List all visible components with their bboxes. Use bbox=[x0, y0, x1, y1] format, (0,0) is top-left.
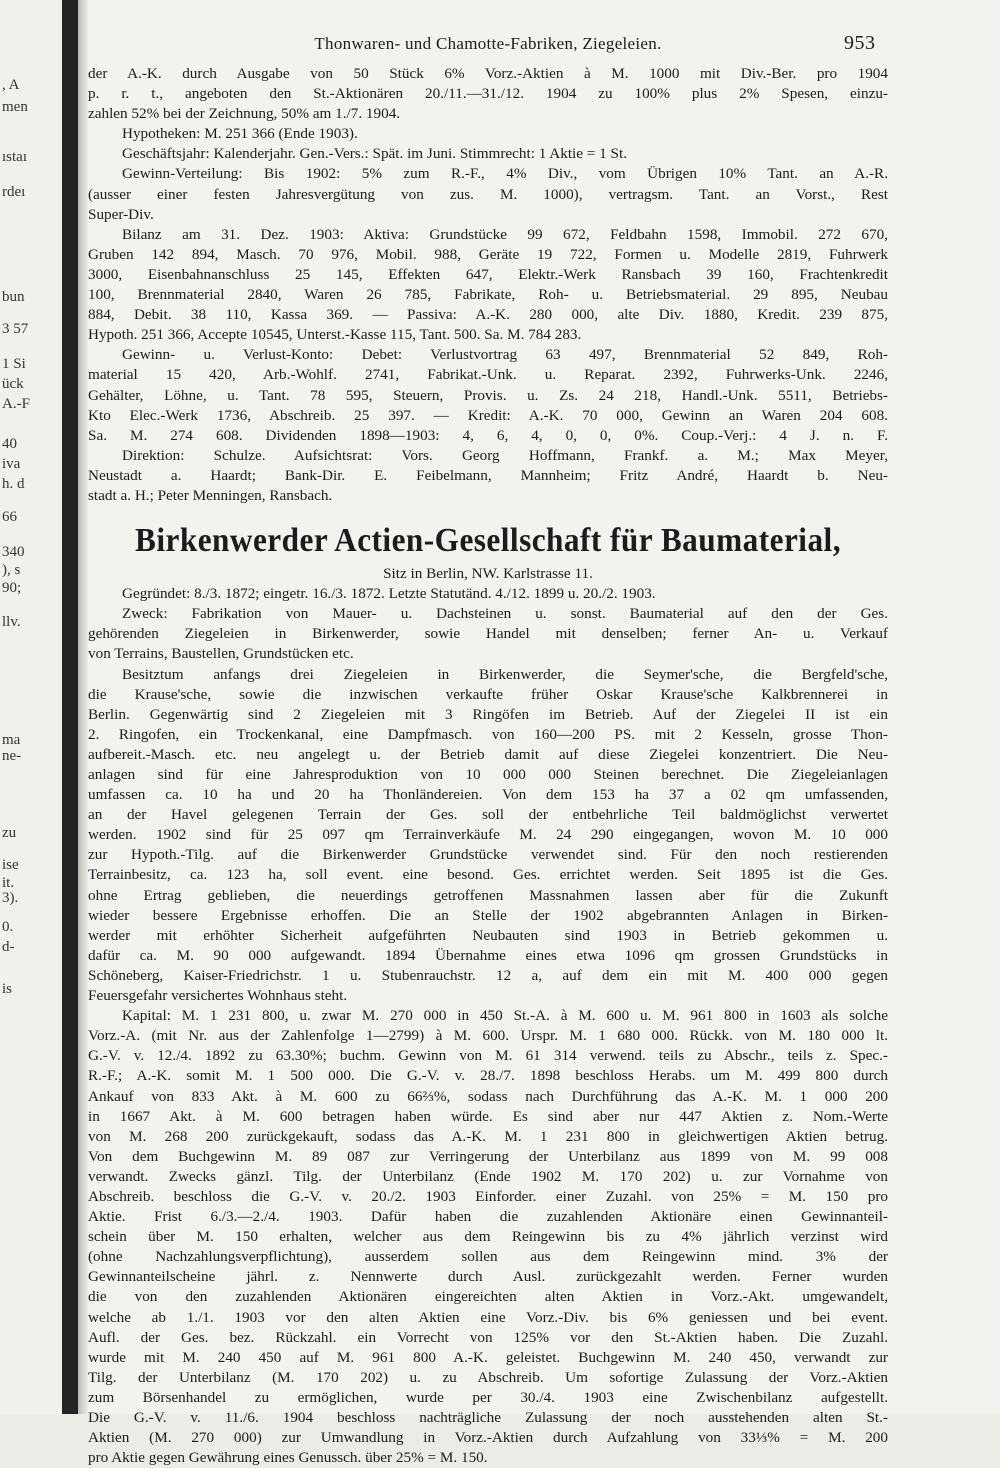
text-line: Besitztum anfangs drei Ziegeleien in Birkenwerder, die Seymer'sche, die Bergfeld'sche, bbox=[122, 665, 888, 683]
company-entry-body bbox=[88, 584, 888, 1468]
text-line: gehörenden Ziegeleien in Birkenwerder, sowie Handel mit denselben; ferner An- u. Verkauf bbox=[88, 625, 888, 643]
text-line: die von den zuzahlenden Aktionären eingereichten alten Aktien in Vorz.-Akt. umgewandelt, bbox=[88, 1288, 888, 1306]
text-line: ohne Ertrag geblieben, die neuerdings getroffenen Massnahmen lassen aber für die Zukunft bbox=[88, 886, 888, 904]
text-line: material 15 420, Arb.-Wohlf. 2741, Fabrikat.-Unk. u. Reparat. 2392, Fuhrwerks-Unk. 2246, bbox=[88, 366, 888, 384]
margin-fragment: men bbox=[2, 99, 28, 115]
text-line: Schöneberg, Kaiser-Friedrichstr. 1 u. Stubenrauchstr. 12 a, auf dem ein mit M. 400 000 gegen bbox=[88, 966, 888, 984]
text-line: wieder bessere Ergebnisse erhoffen. Die an Stelle der 1902 abgebrannten Anlagen in Birken- bbox=[88, 906, 888, 924]
margin-fragment: ma bbox=[2, 732, 21, 748]
text-line: Kapital: M. 1 231 800, u. zwar M. 270 000 in 450 St.-A. à M. 600 u. M. 961 800 in 1603 als solche bbox=[122, 1007, 888, 1025]
text-line: Direktion: Schulze. Aufsichtsrat: Vors. Georg Hoffmann, Frankf. a. M.; Max Meyer, bbox=[122, 446, 888, 464]
text-line: Abschreib. beschloss die G.-V. v. 20./2. 1903 Einforder. einer Zuzahl. von 25% = M. 150 pro bbox=[88, 1187, 888, 1205]
text-line: verwandt. Zwecks gänzl. Tilg. der Unterbilanz (Ende 1902 M. 170 202) u. zur Vornahme von bbox=[88, 1167, 888, 1185]
text-line: die Krause'sche, sowie die inzwischen verkaufte früher Oskar Krause'sche Kalkbrennerei in bbox=[88, 685, 888, 703]
text-line: zur Hypoth.-Tilg. auf die Birkenwerder Grundstücke verwendet sind. Für den noch restierenden bbox=[88, 846, 888, 864]
text-line: werder mit erhöhter Sicherheit aufgeführten Neubauten sind 1903 in Betrieb gekommen u. bbox=[88, 926, 888, 944]
binding-shadow bbox=[78, 0, 88, 1414]
document-page bbox=[88, 0, 1000, 1467]
page-number: 953 bbox=[844, 32, 876, 54]
text-line: pro Aktie gegen Gewährung eines Genussch. über 25% = M. 150. bbox=[88, 1449, 488, 1467]
margin-fragment: 3 57 bbox=[2, 321, 29, 337]
margin-fragment: it. bbox=[2, 875, 15, 891]
text-line: Aufl. der Ges. bez. Rückzahl. ein Vorrecht von 125% vor den St.-Aktien haben. Die Zuzahl. bbox=[88, 1328, 888, 1346]
margin-fragment: ), s bbox=[2, 562, 21, 578]
margin-fragment: is bbox=[2, 981, 13, 997]
page-binding bbox=[62, 0, 78, 1414]
text-line: Gehälter, Löhne, u. Tant. 78 595, Steuern, Provis. u. Zs. 24 218, Handl.-Unk. 5511, Betriebs- bbox=[88, 386, 888, 404]
text-line: Gruben 142 894, Masch. 70 976, Mobil. 988, Geräte 19 722, Formen u. Modelle 2819, Fuhrwerk bbox=[88, 245, 888, 263]
text-line: an der Havel gelegenen Terrain der Ges. soll der entbehrliche Teil baldmöglichst verwertet bbox=[88, 806, 888, 824]
text-line: dafür ca. M. 90 000 aufgewandt. 1894 Übernahme eines etwa 1096 qm grossen Grundstücks in bbox=[88, 946, 888, 964]
margin-fragment: 90; bbox=[2, 580, 22, 596]
text-line: Gewinnanteilscheine jährl. z. Nennwerte durch Ausl. zurückgezahlt werden. Ferner wurden bbox=[88, 1268, 888, 1286]
margin-fragment: , A bbox=[2, 77, 20, 93]
margin-fragment: ück bbox=[2, 376, 24, 392]
margin-fragment: h. d bbox=[2, 476, 25, 492]
margin-fragment: iva bbox=[2, 456, 21, 472]
text-column bbox=[88, 64, 888, 1468]
text-line: welche ab 1./1. 1903 vor den alten Aktien eine Vorz.-Div. bis 6% geniessen und bei event. bbox=[88, 1308, 888, 1326]
margin-fragment: d- bbox=[2, 939, 15, 955]
margin-fragment: 1 Si bbox=[2, 356, 26, 372]
text-line: Zweck: Fabrikation von Mauer- u. Dachsteinen u. sonst. Baumaterial auf den der Ges. bbox=[122, 605, 888, 623]
margin-fragment: ise bbox=[2, 857, 19, 873]
margin-fragment: rdeı bbox=[2, 184, 26, 200]
text-line: stadt a. H.; Peter Menningen, Ransbach. bbox=[88, 486, 333, 504]
text-line: (ohne Nachzahlungsverpflichtung), ausserdem sollen aus dem Reingewinn mind. 3% der bbox=[88, 1248, 888, 1266]
company-name-heading: Birkenwerder Actien-Gesellschaft für Baumaterial, bbox=[135, 522, 841, 560]
margin-fragment: ıstaı bbox=[2, 149, 27, 165]
text-line: Berlin. Gegenwärtig sind 2 Ziegeleien mit 3 Ringöfen im Betrieb. Auf der Ziegelei II ist ein bbox=[88, 705, 888, 723]
text-line: zahlen 52% bei der Zeichnung, 50% am 1./7. 1904. bbox=[88, 105, 401, 123]
text-line: Gewinn- u. Verlust-Konto: Debet: Verlustvortrag 63 497, Brennmaterial 52 849, Roh- bbox=[122, 346, 888, 364]
text-line: 3000, Eisenbahnanschluss 25 145, Effekten 647, Elektr.-Werk Ransbach 39 160, Frachtenkredit bbox=[88, 265, 888, 283]
text-line: Terrainbesitz, ca. 123 ha, soll event. eine besond. Ges. errichtet werden. Seit 1895 ist die Ges. bbox=[88, 866, 888, 884]
text-line: Gegründet: 8./3. 1872; eingetr. 16./3. 1872. Letzte Statutänd. 4./12. 1899 u. 20./2. 1903. bbox=[122, 585, 656, 603]
text-line: Vorz.-A. (mit Nr. aus der Zahlenfolge 1—2799) à M. 600. Urspr. M. 1 680 000. Rückk. von M. 180 000 lt. bbox=[88, 1027, 888, 1045]
text-line: Bilanz am 31. Dez. 1903: Aktiva: Grundstücke 99 672, Feldbahn 1598, Immobil. 272 670, bbox=[122, 225, 888, 243]
adjacent-page-margin bbox=[0, 0, 62, 1414]
text-line: Aktie. Frist 6./3.—2./4. 1903. Dafür haben die zuzahlenden Aktionäre einen Gewinnanteil- bbox=[88, 1208, 888, 1226]
text-line: von M. 268 200 zurückgekauft, sodass das A.-K. M. 1 231 800 in gleichwertigen Aktien betrug. bbox=[88, 1127, 888, 1145]
text-line: aufbereit.-Masch. etc. neu angelegt u. der Betrieb damit auf diese Ziegelei konzentriert. Die Neu- bbox=[88, 745, 888, 763]
margin-fragment: 3). bbox=[2, 890, 19, 906]
text-line: p. r. t., angeboten den St.-Aktionären 20./11.—31./12. 1904 zu 100% plus 2% Spesen, einzu- bbox=[88, 85, 888, 103]
text-line: in 1667 Akt. à M. 600 betragen haben würde. Es sind aber nur 447 Aktien z. Nom.-Werte bbox=[88, 1107, 888, 1125]
margin-fragment: 0. bbox=[2, 919, 14, 935]
text-line: umfassen ca. 10 ha und 20 ha Thonländereien. Von dem 153 ha 37 a 02 qm umfassenden, bbox=[88, 786, 888, 804]
margin-fragment: zu bbox=[2, 825, 17, 841]
text-line: Hypotheken: M. 251 366 (Ende 1903). bbox=[122, 125, 358, 143]
margin-fragment: A.-F bbox=[2, 396, 30, 412]
company-seat: Sitz in Berlin, NW. Karlstrasse 11. bbox=[383, 565, 593, 583]
text-line: Ankauf von 833 Akt. à M. 600 zu 66⅔%, sodass nach Durchführung das A.-K. M. 1 000 200 bbox=[88, 1087, 888, 1105]
text-line: Hypoth. 251 366, Accepte 10545, Unterst.-Kasse 115, Tant. 500. Sa. M. 784 283. bbox=[88, 326, 582, 344]
margin-fragment: bun bbox=[2, 289, 25, 305]
text-line: Neustadt a. Haardt; Bank-Dir. E. Feibelmann, Mannheim; Fritz André, Haardt b. Neu- bbox=[88, 466, 888, 484]
text-line: (ausser einer festen Jahresvergütung von zus. M. 1000), vertragsm. Tant. an Vorst., Rest bbox=[88, 185, 888, 203]
text-line: werden. 1902 sind für 25 097 qm Terrainverkäufe M. 24 290 eingegangen, wovon M. 10 000 bbox=[88, 826, 888, 844]
text-line: von Terrains, Baustellen, Grundstücken etc. bbox=[88, 645, 354, 663]
text-line: Kto Elec.-Werk 1736, Abschreib. 25 397. — Kredit: A.-K. 70 000, Gewinn an Waren 204 608. bbox=[88, 406, 888, 424]
text-line: Von dem Buchgewinn M. 89 087 zur Verringerung der Unterbilanz aus 1899 von M. 99 008 bbox=[88, 1147, 888, 1165]
text-line: G.-V. v. 12./4. 1892 zu 63.30%; buchm. Gewinn von M. 61 314 verwend. teils zu Abschr., teils z. Spec.- bbox=[88, 1047, 888, 1065]
text-line: 884, Debit. 38 110, Kassa 369. — Passiva: A.-K. 280 000, alte Div. 1880, Kredit. 239 875, bbox=[88, 306, 888, 324]
text-line: zum Börsenhandel zu ermöglichen, wurde per 30./4. 1903 eine Zwischenbilanz aufgestellt. bbox=[88, 1388, 888, 1406]
text-line: Feuersgefahr versichertes Wohnhaus steht. bbox=[88, 987, 348, 1005]
text-line: Aktien (M. 270 000) zur Umwandlung in Vorz.-Aktien durch Aufzahlung von 33⅓% = M. 200 bbox=[88, 1429, 888, 1447]
text-line: wurde mit M. 240 450 auf M. 961 800 A.-K. geleistet. Buchgewinn M. 240 450, verwandt zur bbox=[88, 1348, 888, 1366]
text-line: 2. Ringofen, ein Trockenkanal, eine Dampfmasch. von 160—200 PS. mit 2 Kesseln, grosse Thon- bbox=[88, 725, 888, 743]
text-line: R.-F.; A.-K. somit M. 1 500 000. Die G.-V. v. 28./7. 1898 beschloss Herabs. um M. 499 800 durch bbox=[88, 1067, 888, 1085]
text-line: Geschäftsjahr: Kalenderjahr. Gen.-Vers.: Spät. im Juni. Stimmrecht: 1 Aktie = 1 St. bbox=[122, 145, 628, 163]
text-line: Super-Div. bbox=[88, 205, 154, 223]
text-line: schein über M. 150 erhalten, welcher aus dem Reingewinn bis zu 4% jährlich verzinst wird bbox=[88, 1228, 888, 1246]
margin-fragment: 66 bbox=[2, 509, 17, 525]
margin-fragment: 40 bbox=[2, 436, 17, 452]
text-line: Gewinn-Verteilung: Bis 1902: 5% zum R.-F., 4% Div., vom Übrigen 10% Tant. an A.-R. bbox=[122, 165, 888, 183]
margin-fragment: ne- bbox=[2, 748, 22, 764]
text-line: der A.-K. durch Ausgabe von 50 Stück 6% Vorz.-Aktien à M. 1000 mit Div.-Ber. pro 1904 bbox=[88, 65, 888, 82]
text-line: anlagen sind für eine Jahresproduktion von 10 000 000 Steinen berechnet. Die Ziegeleianlagen bbox=[88, 766, 888, 783]
previous-company-entry bbox=[88, 64, 888, 506]
text-line: 100, Brennmaterial 2840, Waren 26 785, Fabrikate, Roh- u. Betriebsmaterial. 29 895, Neubau bbox=[88, 286, 888, 304]
margin-fragment: 340 bbox=[2, 544, 25, 560]
running-title: Thonwaren- und Chamotte-Fabriken, Ziegeleien. bbox=[314, 34, 662, 53]
text-line: Sa. M. 274 608. Dividenden 1898—1903: 4, 6, 4, 0, 0, 0%. Coup.-Verj.: 4 J. n. F. bbox=[88, 426, 888, 444]
text-line: Die G.-V. v. 11./6. 1904 beschloss nachträgliche Zulassung der noch ausstehenden alten St.- bbox=[88, 1409, 888, 1426]
margin-fragment: llv. bbox=[2, 614, 21, 630]
text-line: Tilg. der Unterbilanz (M. 170 202) u. zu Abschreib. Um sofortige Zulassung der Vorz.-Aktien bbox=[88, 1368, 888, 1386]
